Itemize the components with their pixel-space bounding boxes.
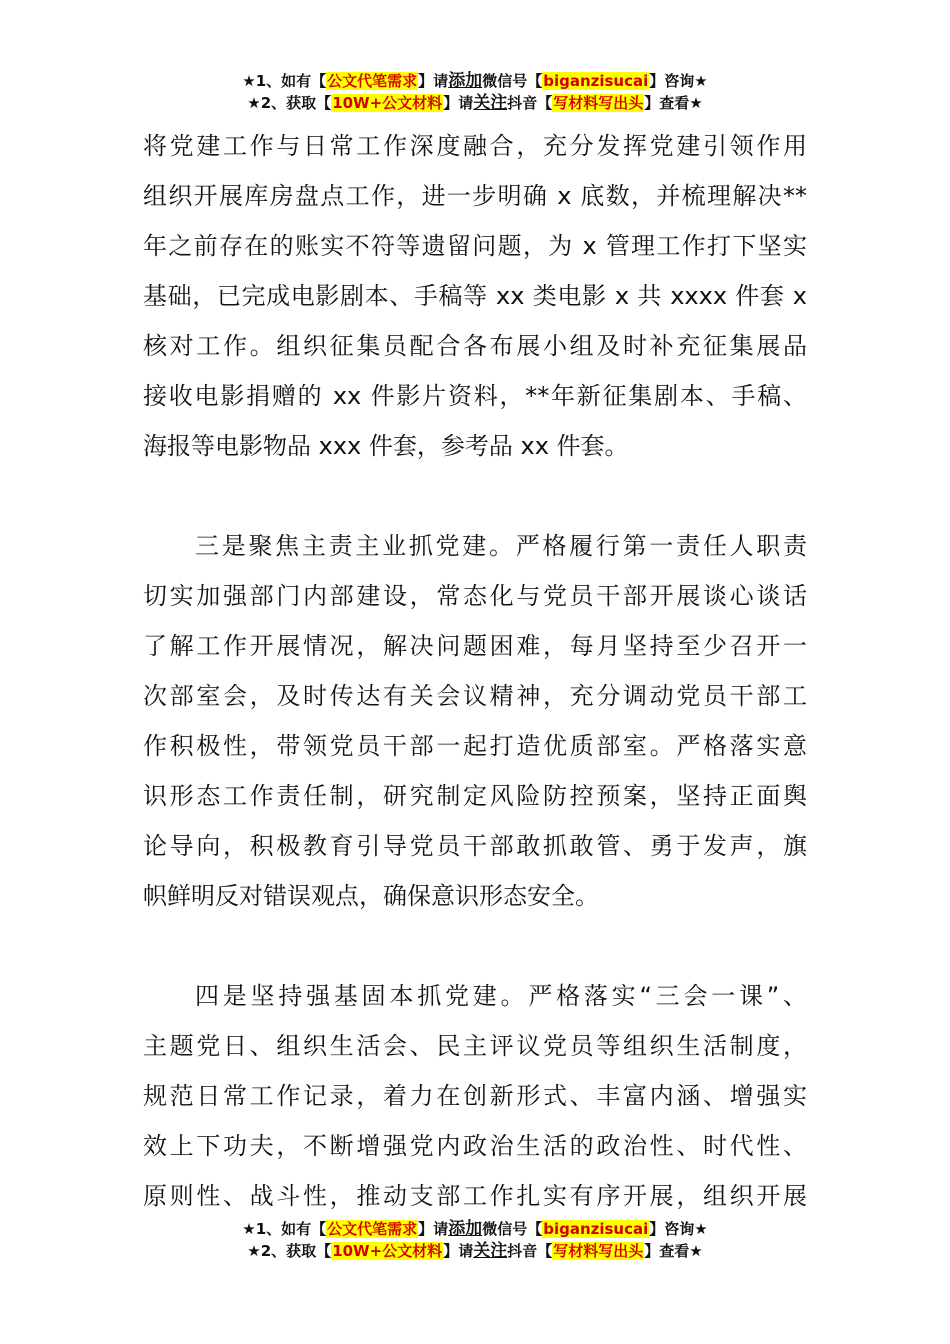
notice-text: 微信号【 [482, 1220, 543, 1238]
notice-highlight-wechat-id: biganzisucai [543, 1220, 649, 1238]
notice-text: 抖音【 [507, 1242, 553, 1260]
notice-line-2 [0, 92, 950, 114]
text-line: 海报等电影物品 xxx 件套，参考品 xx 件套。 [143, 432, 629, 460]
text-line: 年之前存在的账实不符等遗留问题，为 x 管理工作打下坚实 [143, 232, 807, 260]
notice-text: 】咨询★ [649, 72, 708, 90]
paragraph-3 [143, 971, 807, 1221]
paragraph-gap [143, 471, 807, 521]
notice-text: 】请 [418, 1220, 449, 1238]
notice-text: 】咨询★ [649, 1220, 708, 1238]
notice-text: ★2、获取【 [247, 94, 332, 112]
text-line: 核对工作。组织征集员配合各布展小组及时补充征集展品 [143, 332, 807, 360]
text-line: 切实加强部门内部建设，常态化与党员干部开展谈心谈话 [143, 582, 807, 610]
notice-text: ★1、如有【 [242, 72, 327, 90]
notice-line-2 [0, 1240, 950, 1262]
notice-text: 】查看★ [644, 94, 703, 112]
text-line: 作积极性，带领党员干部一起打造优质部室。严格落实意 [143, 732, 807, 760]
notice-emphasis: 添加 [448, 71, 483, 91]
header-notice [0, 70, 950, 114]
text-line: 将党建工作与日常工作深度融合，充分发挥党建引领作用 [143, 132, 807, 160]
notice-text: 抖音【 [507, 94, 553, 112]
text-line: 规范日常工作记录，着力在创新形式、丰富内涵、增强实 [143, 1082, 807, 1110]
paragraph-1 [143, 121, 807, 471]
notice-text: 微信号【 [482, 72, 543, 90]
paragraph-2 [143, 521, 807, 921]
notice-highlight: 10W+公文材料 [332, 1242, 443, 1260]
text-line: 基础，已完成电影剧本、手稿等 xx 类电影 x 共 xxxx 件套 x [143, 282, 807, 310]
notice-text: 】查看★ [644, 1242, 703, 1260]
notice-line-1 [0, 70, 950, 92]
text-line: 组织开展库房盘点工作，进一步明确 x 底数，并梳理解决** [143, 182, 807, 210]
text-line: 帜鲜明反对错误观点，确保意识形态安全。 [143, 882, 599, 910]
document-body [143, 121, 807, 1221]
notice-highlight-douyin-id: 写材料写出头 [553, 94, 644, 112]
notice-text: ★2、获取【 [247, 1242, 332, 1260]
paragraph-gap [143, 921, 807, 971]
text-line: 三是聚焦主责主业抓党建。严格履行第一责任人职责 [195, 532, 807, 560]
text-line: 论导向，积极教育引导党员干部敢抓敢管、勇于发声，旗 [143, 832, 807, 860]
text-line: 接收电影捐赠的 xx 件影片资料，**年新征集剧本、手稿、 [143, 382, 807, 410]
notice-emphasis: 关注 [473, 1241, 508, 1261]
text-line: 效上下功夫，不断增强党内政治生活的政治性、时代性、 [143, 1132, 807, 1160]
text-line: 次部室会，及时传达有关会议精神，充分调动党员干部工 [143, 682, 807, 710]
text-line: 主题党日、组织生活会、民主评议党员等组织生活制度， [143, 1032, 807, 1060]
notice-emphasis: 添加 [448, 1219, 483, 1239]
notice-highlight-wechat-id: biganzisucai [543, 72, 649, 90]
notice-emphasis: 关注 [473, 93, 508, 113]
notice-text: 】请 [443, 1242, 474, 1260]
text-line: 识形态工作责任制，研究制定风险防控预案，坚持正面舆 [143, 782, 807, 810]
notice-highlight: 公文代笔需求 [327, 1220, 418, 1238]
text-line: 原则性、战斗性，推动支部工作扎实有序开展，组织开展 [143, 1182, 807, 1210]
notice-text: ★1、如有【 [242, 1220, 327, 1238]
notice-text: 】请 [443, 94, 474, 112]
notice-line-1 [0, 1218, 950, 1240]
notice-highlight: 10W+公文材料 [332, 94, 443, 112]
text-line: 四是坚持强基固本抓党建。严格落实“三会一课”、 [195, 982, 807, 1010]
notice-highlight: 公文代笔需求 [327, 72, 418, 90]
text-line: 了解工作开展情况，解决问题困难，每月坚持至少召开一 [143, 632, 807, 660]
notice-text: 】请 [418, 72, 449, 90]
notice-highlight-douyin-id: 写材料写出头 [553, 1242, 644, 1260]
footer-notice [0, 1218, 950, 1262]
